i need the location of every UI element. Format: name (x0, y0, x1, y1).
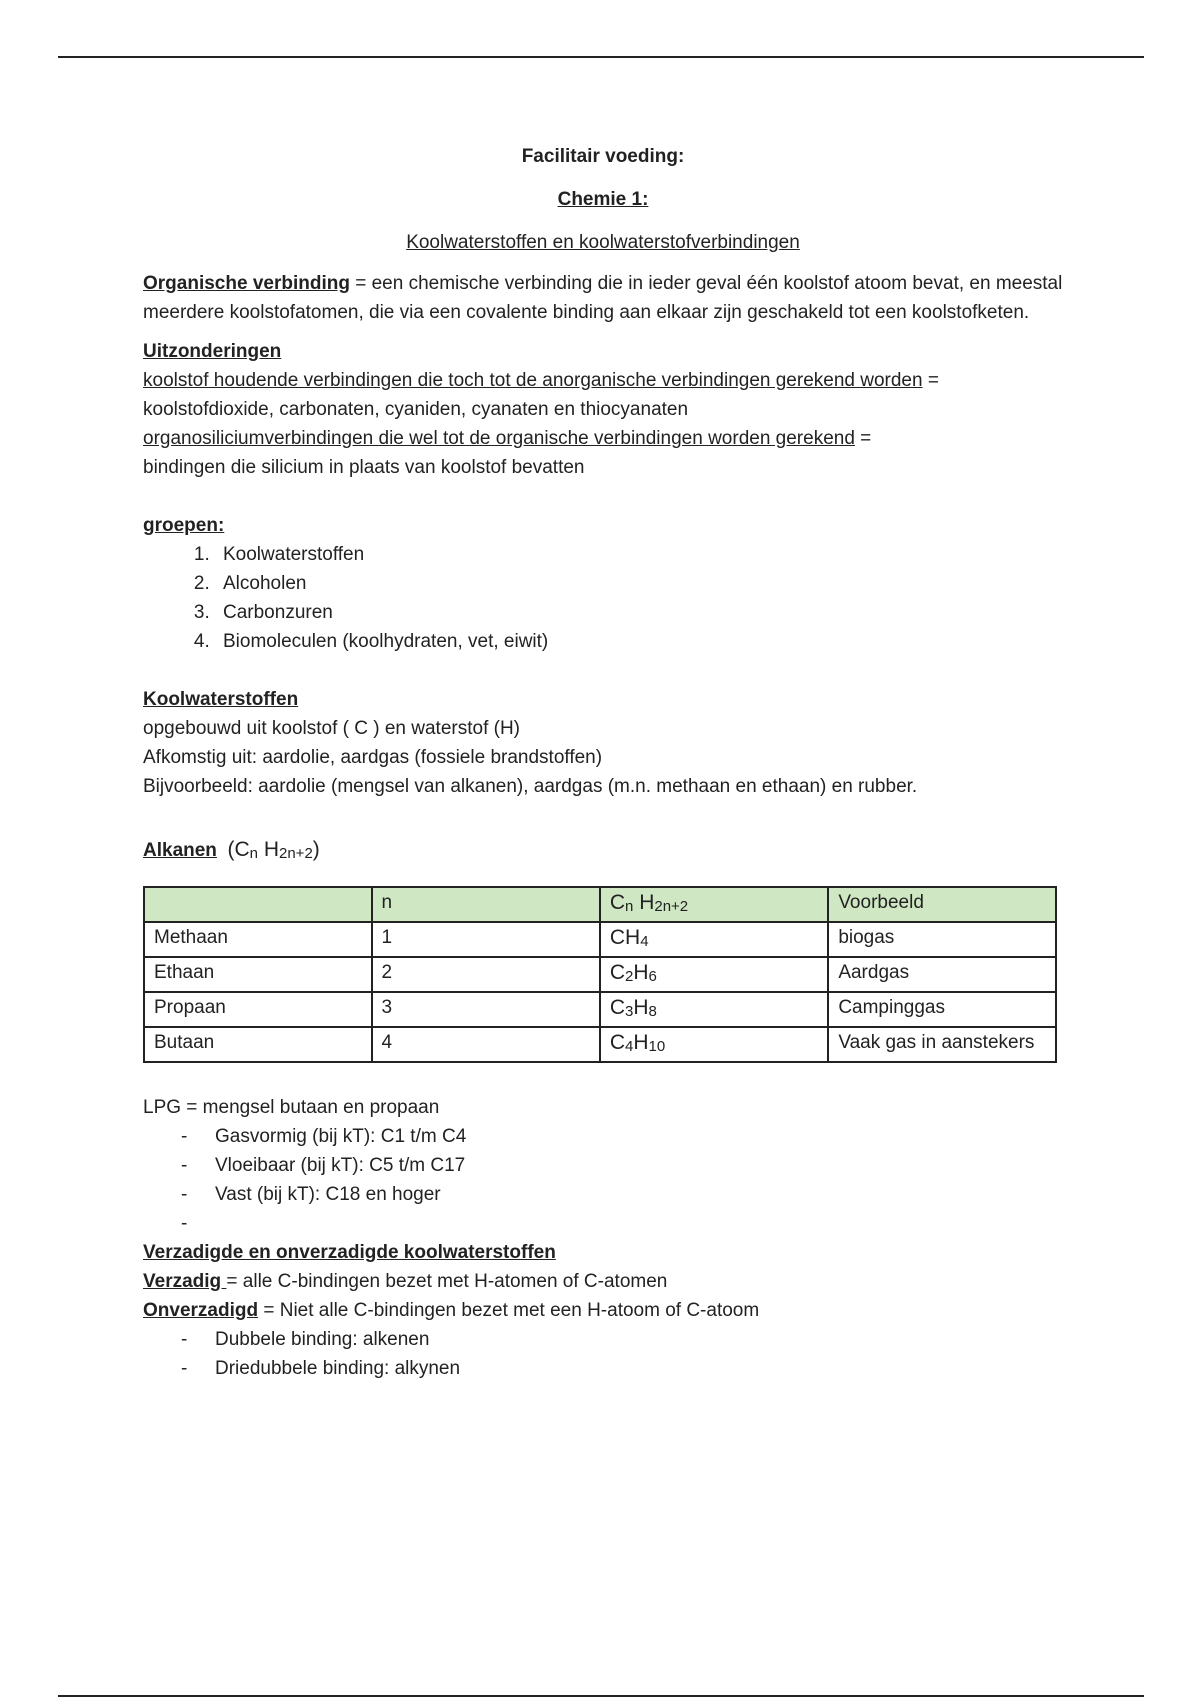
table-cell-n: 3 (372, 992, 600, 1027)
formula-sub: 10 (648, 1038, 666, 1055)
saturation-section (143, 1238, 1063, 1383)
list-item: - Driedubbele binding: alkynen (215, 1354, 1063, 1383)
alkanes-heading: Alkanen (143, 840, 217, 861)
formula-sub: n (249, 845, 258, 862)
table-cell-n: 2 (372, 957, 600, 992)
list-item: - Gasvormig (bij kT): C1 t/m C4 (215, 1122, 1063, 1151)
exception-1-term: koolstof houdende verbindingen die toch tot de anorganische verbindingen gerekend worden (143, 370, 923, 391)
saturated-line (143, 1267, 1063, 1296)
unsaturated-term: Onverzadigd (143, 1300, 259, 1321)
table-cell-formula (600, 957, 828, 992)
formula-part: CH (609, 926, 641, 949)
formula-sub: 4 (625, 1038, 634, 1055)
organic-definition-text: = een chemische verbinding die in ieder geval één koolstof atoom bevat, en meestal meerdere koolstofatomen, die via een covalente binding aan elkaar zijn geschakeld tot een koolstofketen. (143, 273, 1063, 323)
formula-part: C (609, 961, 626, 984)
footer-rule (58, 1695, 1144, 1697)
table-cell-name: Butaan (144, 1027, 372, 1062)
lpg-line: LPG = mengsel butaan en propaan (143, 1097, 440, 1118)
table-cell-example: Campinggas (828, 992, 1056, 1027)
document-topic: Koolwaterstoffen en koolwaterstofverbindingen (406, 232, 800, 253)
list-item: 3. Carbonzuren (215, 598, 1063, 627)
hydrocarbons-line-1: opgebouwd uit koolstof ( C ) en waterstof (H) (143, 718, 521, 739)
table-header-cell (144, 887, 372, 922)
list-item (215, 1209, 1063, 1238)
groups-heading: groepen: (143, 515, 225, 536)
saturation-heading: Verzadigde en onverzadigde koolwaterstoffen (143, 1242, 556, 1263)
exception-2-term: organosiliciumverbindingen die wel tot de organische verbindingen worden gerekend (143, 428, 855, 449)
lpg-section (143, 1093, 1063, 1238)
header-rule (58, 56, 1144, 58)
unsaturated-line (143, 1296, 1063, 1325)
formula-part: H (633, 1031, 649, 1054)
formula-part: (C (227, 838, 250, 861)
formula-part: H (633, 891, 655, 914)
list-item: - Dubbele binding: alkenen (215, 1325, 1063, 1354)
table-cell-formula (600, 992, 828, 1027)
document-page (143, 140, 1063, 1383)
exceptions-heading: Uitzonderingen (143, 341, 282, 362)
table-cell-n: 4 (372, 1027, 600, 1062)
exception-2-equals: = (854, 428, 872, 449)
formula-part: C (609, 996, 626, 1019)
exception-2-value: bindingen die silicium in plaats van koolstof bevatten (143, 457, 585, 478)
list-item: 2. Alcoholen (215, 569, 1063, 598)
hydrocarbons-line-3: Bijvoorbeeld: aardolie (mengsel van alkanen), aardgas (m.n. methaan en ethaan) en rubber. (143, 776, 918, 797)
table-cell-example: Aardgas (828, 957, 1056, 992)
exception-1-value: koolstofdioxide, carbonaten, cyaniden, cyanaten en thiocyanaten (143, 399, 689, 420)
table-row (144, 992, 1056, 1027)
saturation-list (143, 1325, 1063, 1383)
list-item: - Vast (bij kT): C18 en hoger (215, 1180, 1063, 1209)
list-item: 1. Koolwaterstoffen (215, 540, 1063, 569)
formula-sub: 3 (625, 1003, 634, 1020)
saturated-term: Verzadig (143, 1271, 227, 1292)
formula-part: C (609, 1031, 626, 1054)
hydrocarbons-section (143, 685, 1063, 801)
groups-section (143, 511, 1063, 656)
lpg-list (143, 1122, 1063, 1238)
formula-sub: 6 (648, 968, 657, 985)
exception-1 (143, 366, 1063, 395)
table-header-cell: n (372, 887, 600, 922)
formula-sub: 2n+2 (654, 898, 689, 915)
list-item: 4. Biomoleculen (koolhydraten, vet, eiwit) (215, 627, 1063, 656)
formula-part: C (609, 891, 626, 914)
organic-term: Organische verbinding (143, 273, 350, 294)
formula-sub: 2 (625, 968, 634, 985)
exceptions-section (143, 337, 1063, 482)
table-header-row (144, 887, 1056, 922)
exception-1-equals: = (922, 370, 939, 391)
table-cell-example: biogas (828, 922, 1056, 957)
alkanes-heading-line (143, 835, 1063, 868)
saturated-definition: = alle C-bindingen bezet met H-atomen of C-atomen (226, 1271, 668, 1292)
formula-part: H (633, 996, 649, 1019)
document-title: Facilitair voeding: (521, 146, 685, 167)
formula-part: ) (312, 838, 320, 861)
table-cell-name: Methaan (144, 922, 372, 957)
formula-part: H (633, 961, 649, 984)
table-row (144, 922, 1056, 957)
table-row (144, 1027, 1056, 1062)
table-row (144, 957, 1056, 992)
list-item: - Vloeibaar (bij kT): C5 t/m C17 (215, 1151, 1063, 1180)
table-cell-name: Ethaan (144, 957, 372, 992)
exception-2 (143, 424, 1063, 453)
formula-sub: 4 (640, 933, 649, 950)
table-cell-formula (600, 1027, 828, 1062)
formula-sub: 8 (648, 1003, 657, 1020)
table-cell-example: Vaak gas in aanstekers (828, 1027, 1056, 1062)
alkanes-formula (227, 838, 319, 861)
organic-definition (143, 269, 1063, 327)
table-cell-name: Propaan (144, 992, 372, 1027)
hydrocarbons-heading: Koolwaterstoffen (143, 689, 299, 710)
table-header-formula (600, 887, 828, 922)
table-cell-formula (600, 922, 828, 957)
document-subtitle: Chemie 1: (557, 189, 649, 210)
formula-part: H (258, 838, 279, 861)
groups-list (143, 540, 1063, 656)
table-cell-n: 1 (372, 922, 600, 957)
formula-sub: 2n+2 (279, 845, 313, 862)
unsaturated-definition: = Niet alle C-bindingen bezet met een H-atoom of C-atoom (258, 1300, 760, 1321)
alkanes-table (143, 886, 1057, 1063)
formula-sub: n (625, 898, 634, 915)
table-header-cell: Voorbeeld (828, 887, 1056, 922)
hydrocarbons-line-2: Afkomstig uit: aardolie, aardgas (fossiele brandstoffen) (143, 747, 603, 768)
alkanes-section (143, 835, 1063, 1063)
